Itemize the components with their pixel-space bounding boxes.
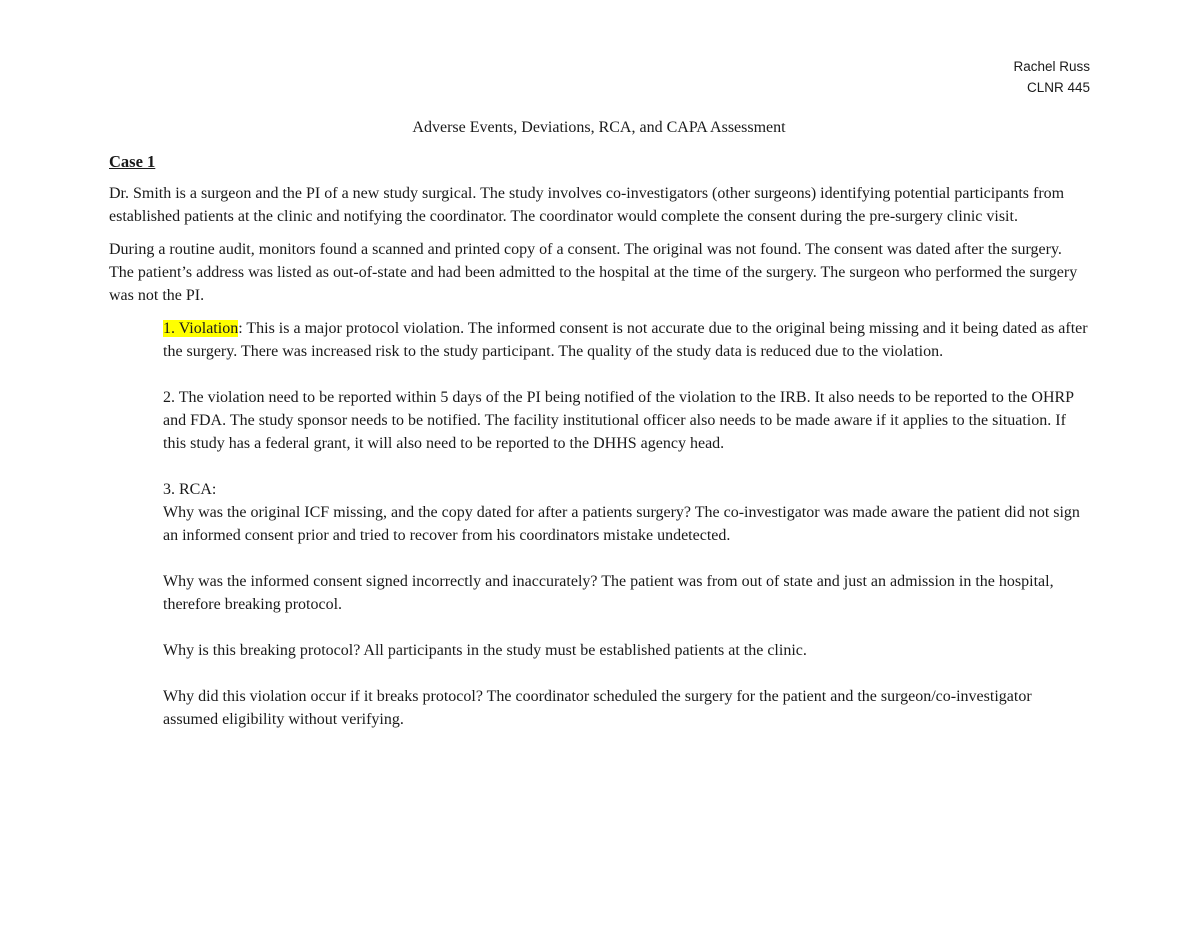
answer-1-text: : This is a major protocol violation. The informed consent is not accurate due to the original being missing and it being dated as after the surgery. There was increased risk to the study participant. The quality of the study data is reduced due to the violation. <box>163 320 1088 360</box>
answer-2: 2. The violation need to be reported within 5 days of the PI being notified of the violation to the IRB. It also needs to be reported to the OHRP and FDA. The study sponsor needs to be notified. The facility institutional officer also needs to be made aware if it applies to the situation. If this study has a federal grant, it will also need to be reported to the DHHS agency head. <box>163 389 1074 452</box>
rca-label: 3. RCA: <box>163 481 217 498</box>
rca-why-3: Why is this breaking protocol? All participants in the study must be established patients at the clinic. <box>163 642 807 659</box>
document-body <box>109 116 1089 731</box>
case-description: Dr. Smith is a surgeon and the PI of a new study surgical. The study involves co-investigators (other surgeons) identifying potential participants from established patients at the clinic and notifying the coordinator. The coordinator would complete the consent during the pre-surgery clinic visit. <box>109 185 1065 225</box>
audit-findings: During a routine audit, monitors found a scanned and printed copy of a consent. The original was not found. The consent was dated after the surgery. The patient’s address was listed as out-of-state and had been admitted to the hospital at the time of the surgery. The surgeon who performed the surgery was not the PI. <box>109 241 1078 304</box>
document-title: Adverse Events, Deviations, RCA, and CAPA Assessment <box>412 119 786 136</box>
violation-highlight: 1. Violation <box>163 320 239 337</box>
author-header <box>1013 56 1090 98</box>
case-heading: Case 1 <box>109 152 156 171</box>
answers-section <box>163 317 1089 731</box>
course-code: CLNR 445 <box>1026 80 1090 95</box>
answer-1 <box>163 317 1089 363</box>
author-name: Rachel Russ <box>1013 59 1090 74</box>
rca-why-2: Why was the informed consent signed incorrectly and inaccurately? The patient was from out of state and just an admission in the hospital, therefore breaking protocol. <box>163 573 1054 613</box>
rca-why-1: Why was the original ICF missing, and the copy dated for after a patients surgery? The co-investigator was made aware the patient did not sign an informed consent prior and tried to recover from his coordinators mistake undetected. <box>163 504 1080 544</box>
rca-why-4: Why did this violation occur if it breaks protocol? The coordinator scheduled the surgery for the patient and the surgeon/co-investigator assumed eligibility without verifying. <box>163 688 1032 728</box>
